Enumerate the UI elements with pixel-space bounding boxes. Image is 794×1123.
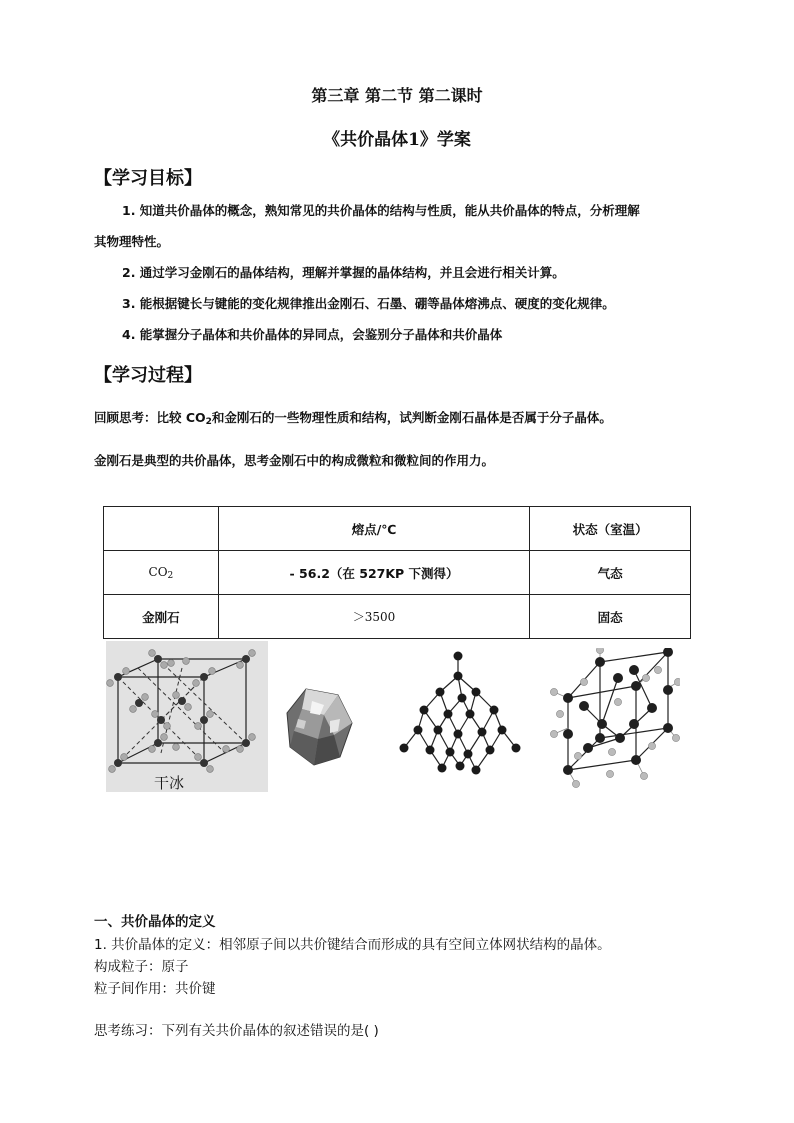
review-question: 回顾思考：比较 $CO_2$和金刚石的一些物理性质和结构，试判断金刚石晶体是否属于分子晶体。: [94, 410, 612, 427]
diamond-unit-cell-image: [548, 648, 680, 790]
objective-3: 3. 能根据键长与键能的变化规律推出金刚石、石墨、硼等晶体熔沸点、硬度的变化规律。: [122, 296, 615, 311]
table-header-cell: 状态（室温）: [530, 507, 691, 551]
definition-line-1: 1. 共价晶体的定义：相邻原子间以共价键结合而形成的具有空间立体网状结构的晶体。: [94, 937, 611, 953]
diamond-network-image: [398, 648, 522, 778]
table-cell: 金刚石: [104, 595, 219, 639]
table-cell: $CO_2$: [104, 551, 219, 595]
page-subtitle: 《共价晶体1》学案: [323, 130, 471, 150]
table-header-cell: [104, 507, 219, 551]
diamond-question: 金刚石是典型的共价晶体，思考金刚石中的构成微粒和微粒间的作用力。: [94, 453, 495, 468]
objective-1b: 其物理特性。: [94, 234, 170, 249]
table-header-cell: 熔点/℃: [218, 507, 529, 551]
table-cell: ＞3500: [218, 595, 529, 639]
objective-4: 4. 能掌握分子晶体和共价晶体的异同点，会鉴别分子晶体和共价晶体: [122, 327, 503, 342]
definition-header: 一、共价晶体的定义: [94, 914, 216, 930]
table-row: [104, 551, 691, 595]
definition-line-2: 构成粒子：原子: [94, 959, 189, 975]
property-table: [103, 506, 691, 639]
process-header: 【学习过程】: [94, 365, 202, 386]
definition-line-3: 粒子间作用：共价键: [94, 981, 216, 997]
objective-2: 2. 通过学习金刚石的晶体结构，理解并掌握的晶体结构，并且会进行相关计算。: [122, 265, 565, 280]
page-title: 第三章 第二节 第二课时: [311, 86, 483, 105]
dry-ice-caption: 干冰: [154, 774, 185, 792]
table-cell: - 56.2（在 527KP 下测得）: [218, 551, 529, 595]
dry-ice-lattice-image: [106, 641, 268, 792]
table-cell: 固态: [530, 595, 691, 639]
dry-ice-figure: [106, 641, 268, 792]
table-row: [104, 595, 691, 639]
objectives-header: 【学习目标】: [94, 168, 202, 189]
objective-1a: 1. 知道共价晶体的概念，熟知常见的共价晶体的结构与性质，能从共价晶体的特点，分析理解: [122, 203, 640, 218]
diamond-gem-image: [284, 685, 354, 767]
table-header-row: [104, 507, 691, 551]
table-cell: 气态: [530, 551, 691, 595]
exercise-question: 思考练习：下列有关共价晶体的叙述错误的是( ): [94, 1023, 379, 1039]
